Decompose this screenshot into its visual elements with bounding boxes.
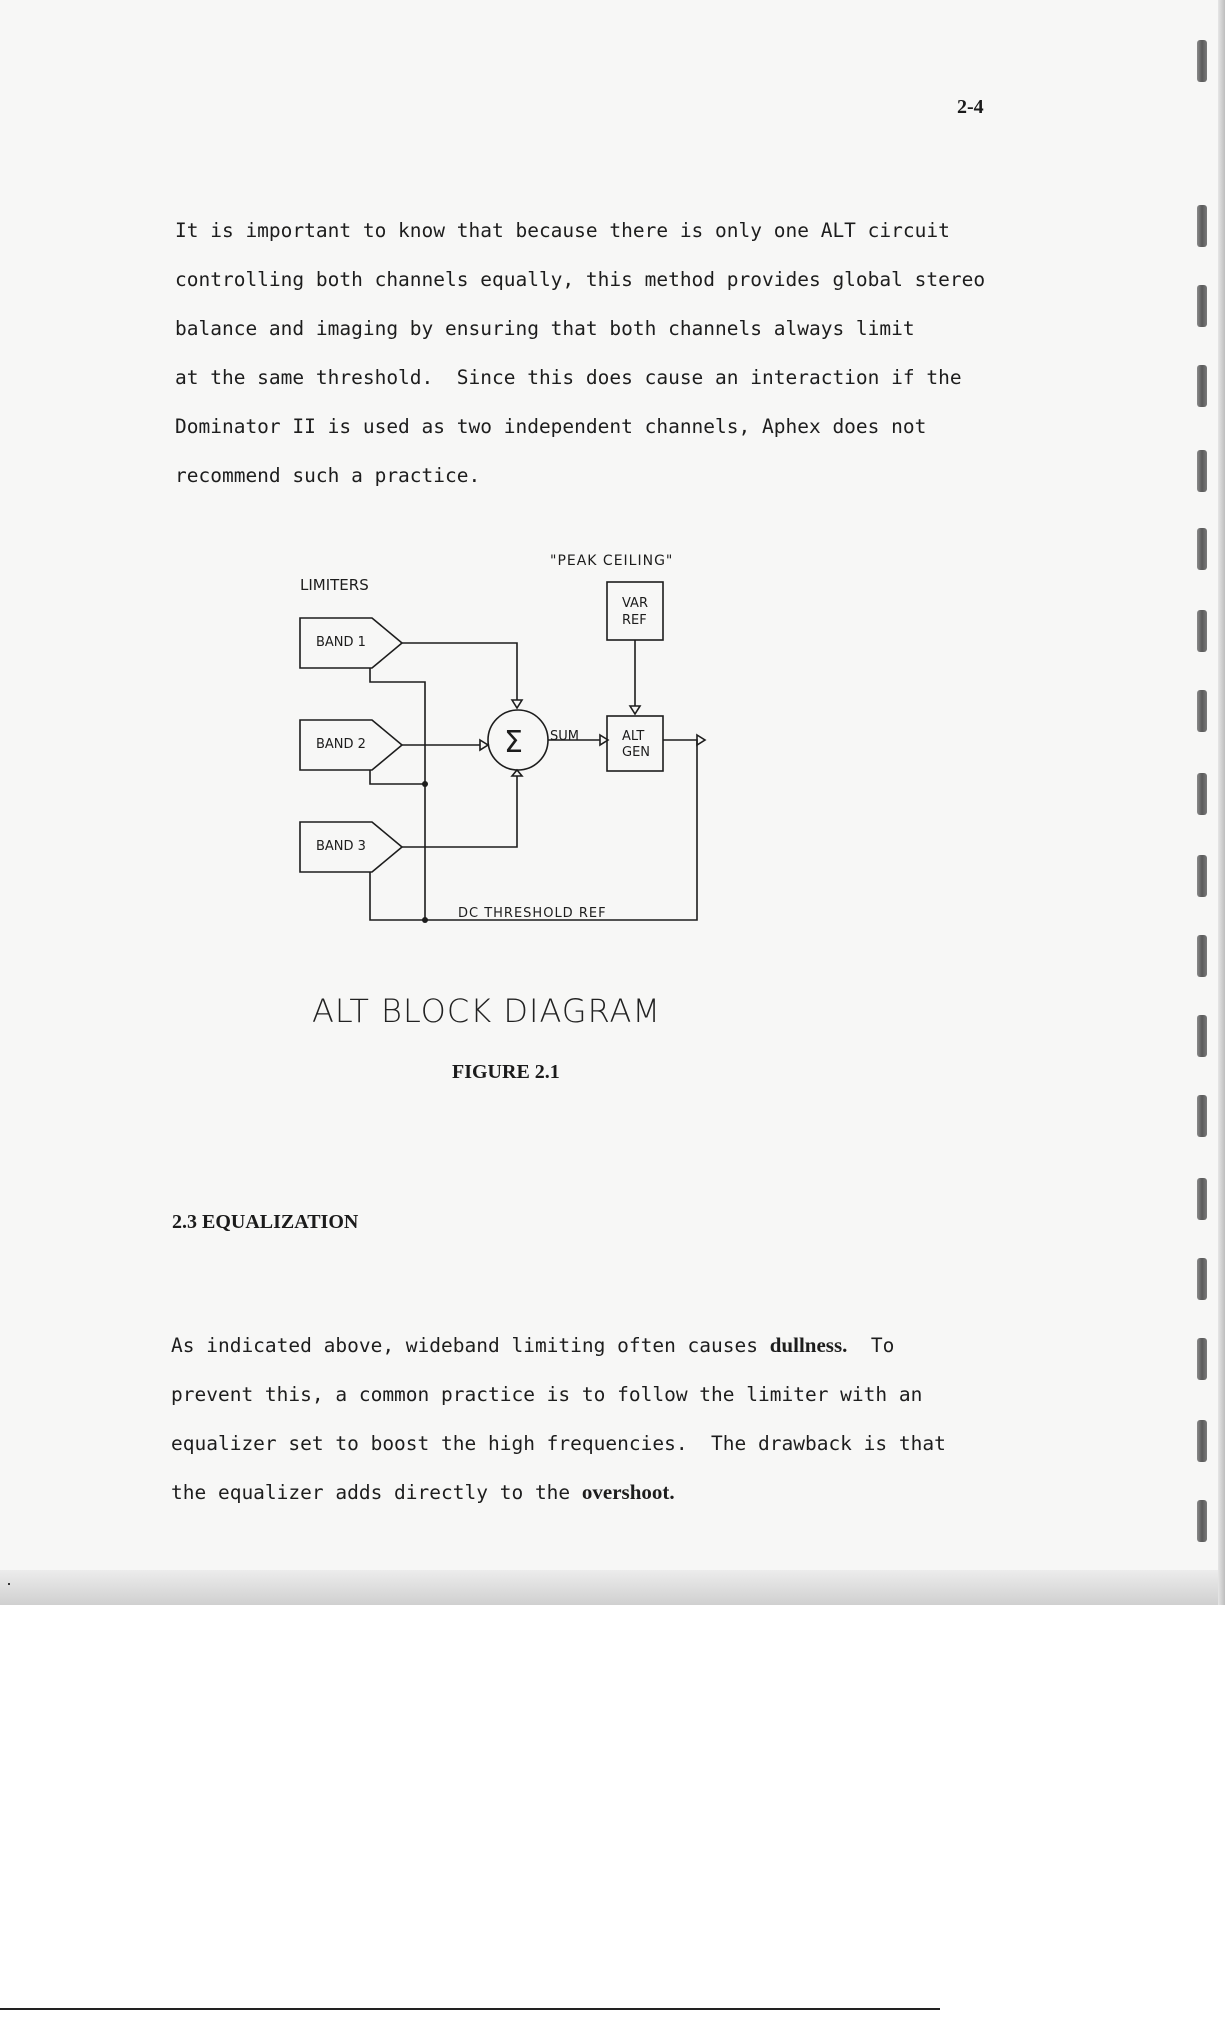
signal-wires xyxy=(370,640,697,920)
paragraph-alt-circuit xyxy=(175,157,985,500)
paragraph-equalization xyxy=(171,1272,946,1517)
index-tab xyxy=(1197,690,1207,732)
figure-caption: FIGURE 2.1 xyxy=(452,1061,560,1083)
band-1-limiter xyxy=(300,618,402,668)
section-heading: 2.3 EQUALIZATION xyxy=(172,1211,359,1233)
sigma-symbol: Σ xyxy=(504,725,523,760)
band-2-limiter xyxy=(300,720,402,770)
index-tab xyxy=(1197,528,1207,570)
index-tab xyxy=(1197,40,1207,82)
index-tab xyxy=(1197,1500,1207,1542)
index-tab xyxy=(1197,365,1207,407)
alt-gen-label: ALT xyxy=(622,729,645,744)
index-tab xyxy=(1197,1420,1207,1462)
index-tab xyxy=(1197,450,1207,492)
bold-term-dullness: dullness. xyxy=(769,1333,848,1357)
text-line: balance and imaging by ensuring that both channels always limit xyxy=(175,317,915,340)
text-line: equalizer set to boost the high frequencies. The drawback is that xyxy=(171,1432,946,1455)
index-tab xyxy=(1197,855,1207,897)
text-line: at the same threshold. Since this does cause an interaction if the xyxy=(175,366,962,389)
diagram-title: ALT BLOCK DIAGRAM xyxy=(312,992,661,1030)
text-run: the equalizer adds directly to the xyxy=(171,1481,582,1504)
sum-label: SUM xyxy=(550,729,579,744)
var-ref-block xyxy=(607,582,663,640)
footer-rule xyxy=(0,2008,940,2010)
index-tab xyxy=(1197,1015,1207,1057)
index-tab xyxy=(1197,935,1207,977)
alt-gen-label: GEN xyxy=(622,745,651,760)
page-binding-edge xyxy=(1218,0,1225,1605)
index-tab xyxy=(1197,1178,1207,1220)
index-tab xyxy=(1197,1095,1207,1137)
peak-ceiling-label: "PEAK CEILING" xyxy=(550,553,674,569)
index-tab xyxy=(1197,1338,1207,1380)
text-line xyxy=(171,1321,946,1370)
var-ref-label: VAR xyxy=(622,596,648,611)
scan-speck xyxy=(8,1583,10,1585)
index-tab xyxy=(1197,610,1207,652)
text-run: To xyxy=(847,1334,895,1357)
limiters-label: LIMITERS xyxy=(300,576,369,594)
band-3-limiter xyxy=(300,822,402,872)
index-tab xyxy=(1197,205,1207,247)
scan-bottom-shadow xyxy=(0,1570,1225,1605)
page-number: 2-4 xyxy=(957,96,984,118)
index-tab xyxy=(1197,773,1207,815)
band-1-label: BAND 1 xyxy=(316,635,366,650)
text-line: prevent this, a common practice is to follow the limiter with an xyxy=(171,1383,923,1406)
band-3-label: BAND 3 xyxy=(316,839,366,854)
text-line: recommend such a practice. xyxy=(175,464,481,487)
text-line: Dominator II is used as two independent channels, Aphex does not xyxy=(175,415,927,438)
band-2-label: BAND 2 xyxy=(316,737,366,752)
bold-term-overshoot: overshoot. xyxy=(581,1480,675,1504)
var-ref-label: REF xyxy=(622,613,647,628)
index-tab xyxy=(1197,285,1207,327)
text-line: It is important to know that because there is only one ALT circuit xyxy=(175,219,950,242)
dc-threshold-ref-label: DC THRESHOLD REF xyxy=(458,906,607,921)
alt-block-diagram xyxy=(280,540,760,940)
alt-gen-block xyxy=(607,716,663,771)
index-tab xyxy=(1197,1258,1207,1300)
text-line xyxy=(171,1468,946,1517)
text-line: controlling both channels equally, this method provides global stereo xyxy=(175,268,986,291)
text-run: As indicated above, wideband limiting often causes xyxy=(171,1334,770,1357)
